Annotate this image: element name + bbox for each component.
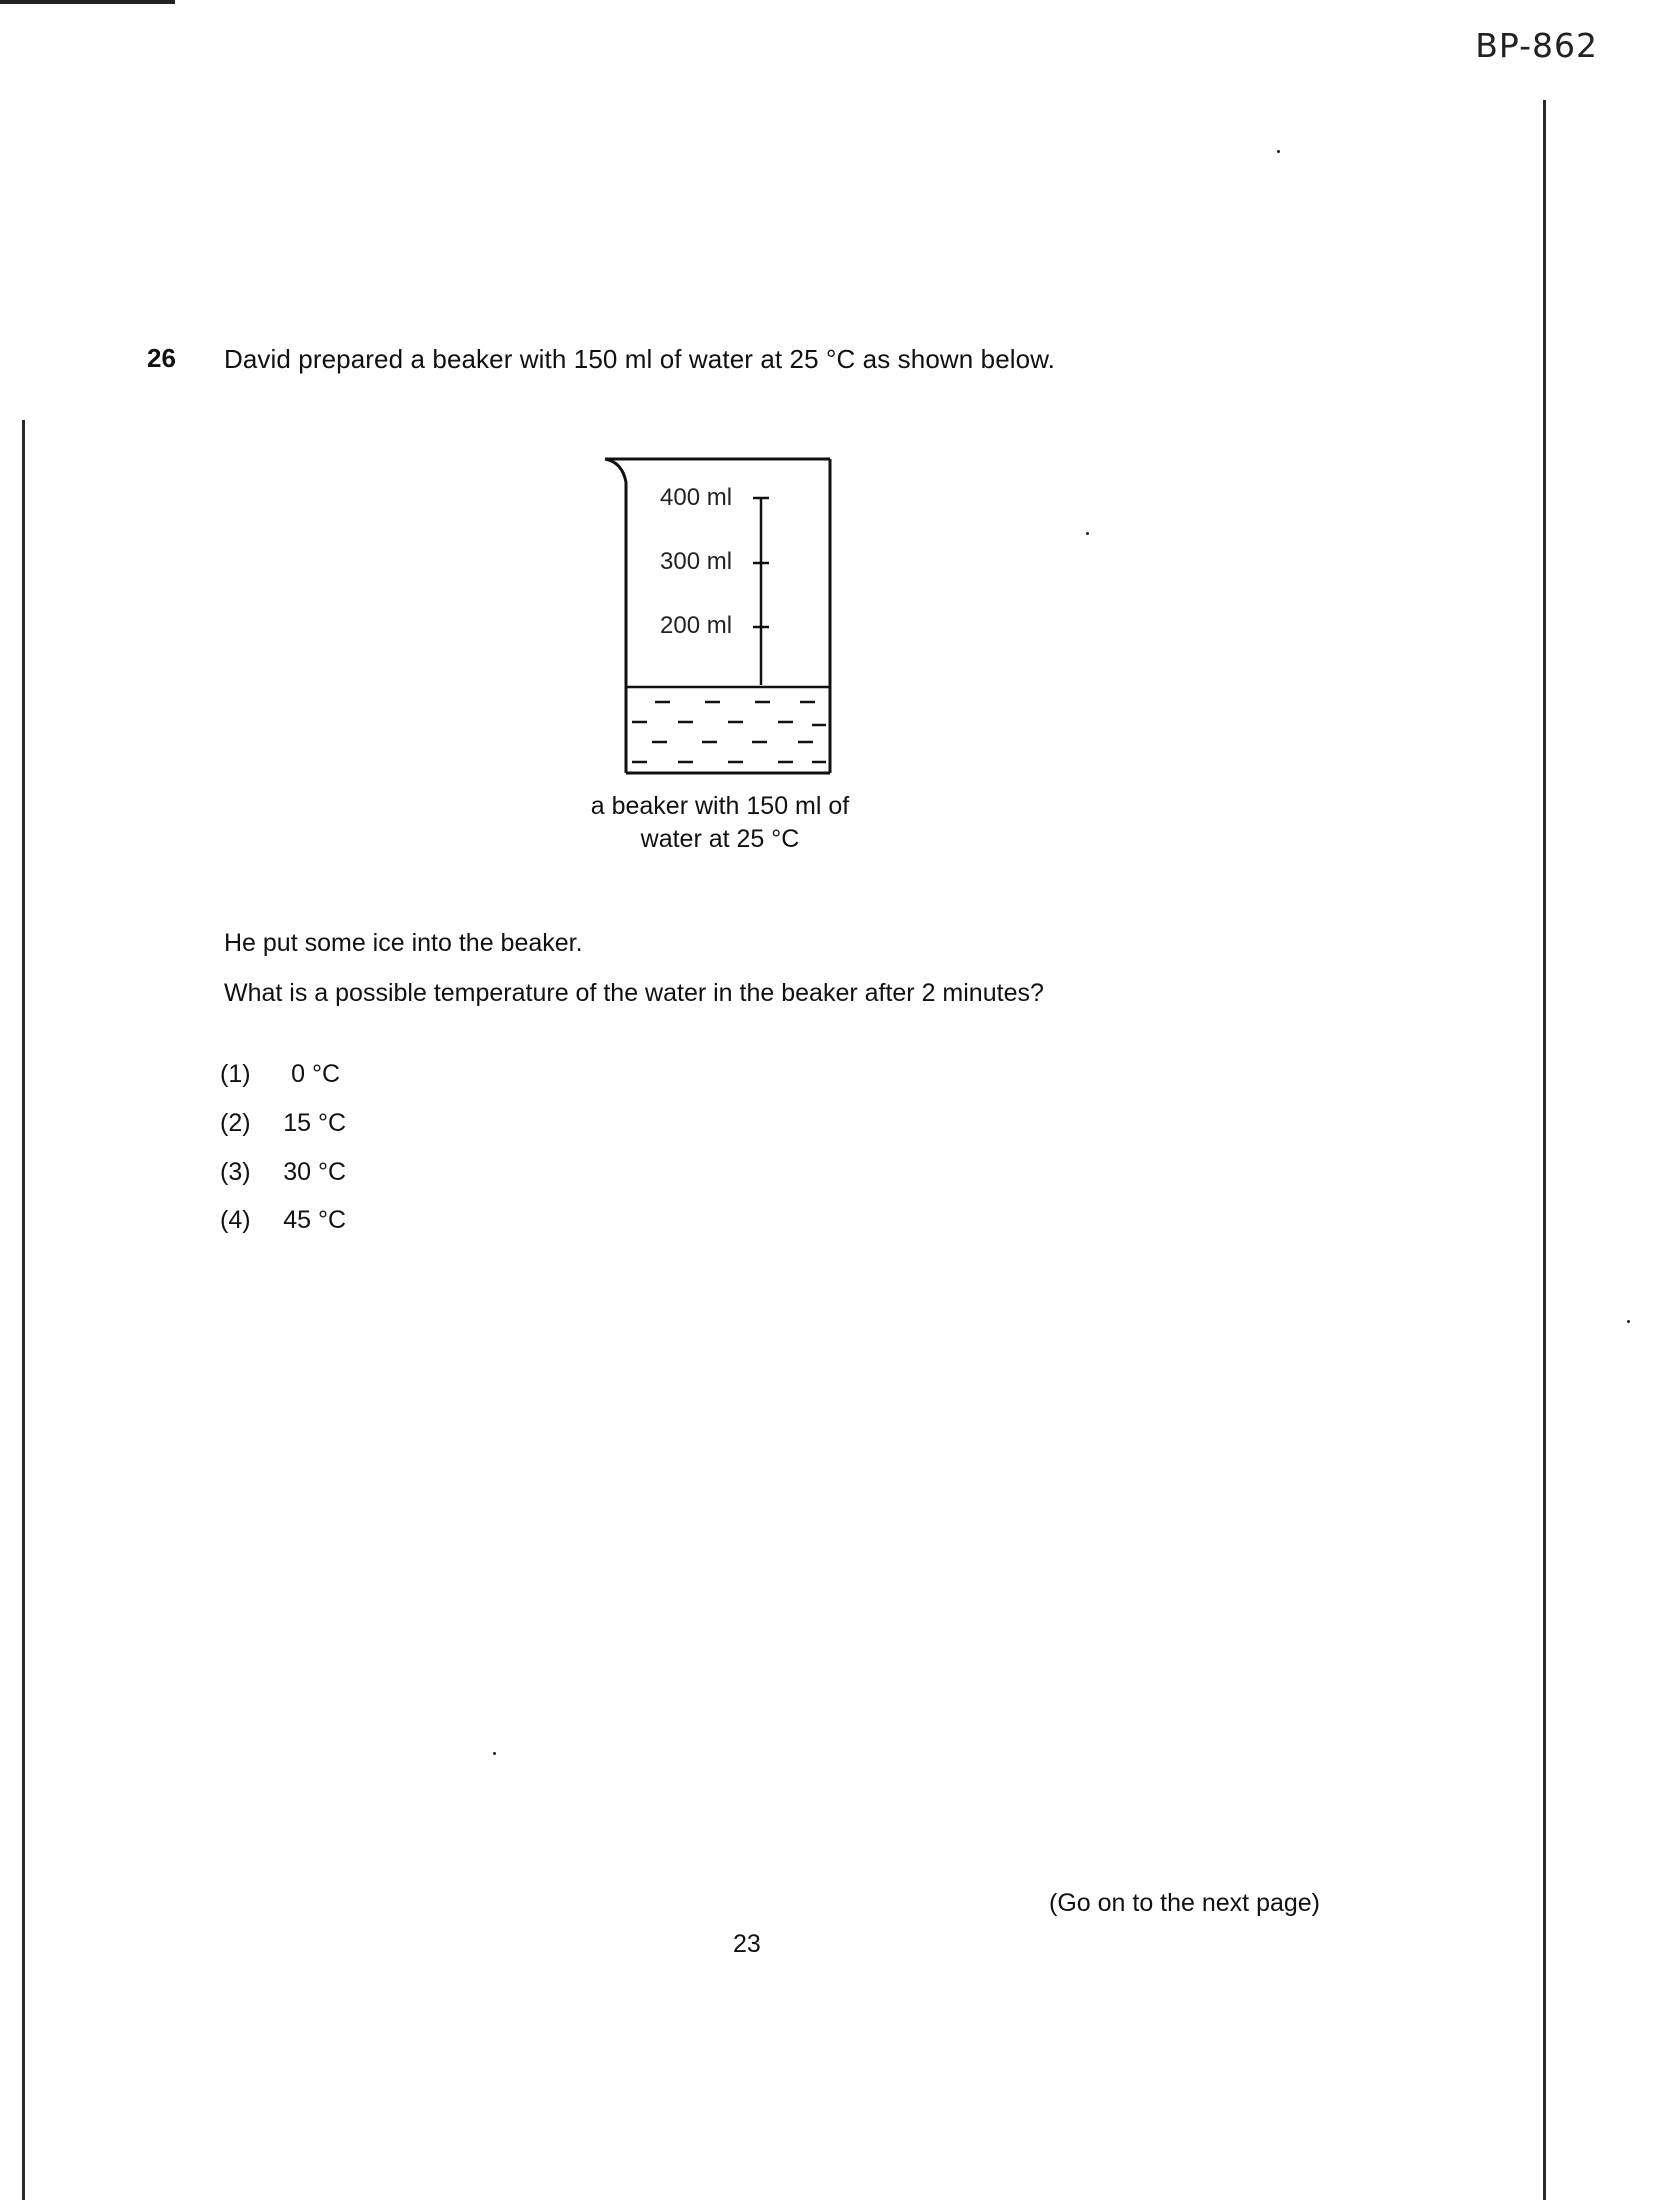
option-value: 0 °C <box>291 1060 340 1088</box>
scan-edge-top <box>0 0 175 4</box>
page-number: 23 <box>733 1930 761 1958</box>
question-intro: David prepared a beaker with 150 ml of water at 25 °C as shown below. <box>224 344 1055 374</box>
answer-option <box>220 1158 346 1187</box>
option-number: (4) <box>220 1206 251 1234</box>
option-value: 15 °C <box>283 1109 346 1137</box>
tick-label-200: 200 ml <box>660 612 733 639</box>
paper-code: BP-862 <box>1475 26 1598 65</box>
scan-speck <box>1277 150 1280 153</box>
go-on-note: (Go on to the next page) <box>1049 1889 1321 1917</box>
caption-line-2: water at 25 °C <box>640 825 800 853</box>
figure-caption <box>540 790 900 856</box>
option-number: (3) <box>220 1158 251 1186</box>
tick-label-300: 300 ml <box>660 548 733 575</box>
scan-edge-left <box>22 420 25 2200</box>
question-line-1: He put some ice into the beaker. <box>224 929 583 957</box>
scan-speck <box>1086 532 1089 535</box>
scan-speck <box>493 1752 496 1755</box>
beaker-figure <box>560 440 860 780</box>
option-number: (1) <box>220 1060 251 1088</box>
question-number: 26 <box>147 343 176 373</box>
option-value: 45 °C <box>283 1206 346 1234</box>
tick-label-400: 400 ml <box>660 484 733 511</box>
caption-line-1: a beaker with 150 ml of <box>590 792 850 820</box>
question-line-2: What is a possible temperature of the water in the beaker after 2 minutes? <box>224 979 1044 1007</box>
answer-option <box>220 1060 340 1089</box>
option-number: (2) <box>220 1109 251 1137</box>
option-value: 30 °C <box>283 1158 346 1186</box>
scan-edge-right <box>1543 100 1546 2200</box>
answer-option <box>220 1109 346 1138</box>
answer-option <box>220 1206 346 1235</box>
scan-speck <box>1627 1320 1630 1323</box>
